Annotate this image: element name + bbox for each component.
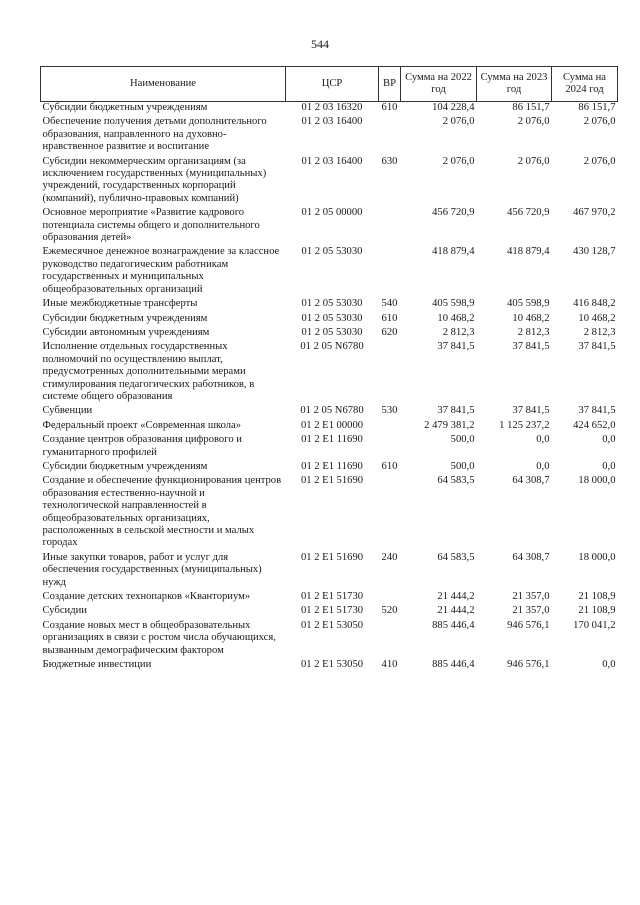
cell-y2023: 946 576,1 bbox=[507, 659, 550, 671]
table-row bbox=[41, 620, 618, 657]
cell-csr: 01 2 E1 11690 bbox=[301, 460, 363, 472]
table-row bbox=[41, 327, 618, 339]
cell-y2022: 37 841,5 bbox=[437, 405, 475, 417]
table-row bbox=[41, 420, 618, 432]
cell-csr: 01 2 03 16320 bbox=[301, 102, 363, 113]
cell-y2022: 500,0 bbox=[450, 434, 475, 446]
cell-name: Федеральный проект «Современная школа» bbox=[42, 419, 242, 431]
cell-name: Субсидии бюджетным учреждениям bbox=[42, 312, 208, 324]
cell-vr bbox=[379, 475, 401, 549]
cell-y2024: 18 000,0 bbox=[578, 475, 616, 487]
cell-csr: 01 2 05 N6780 bbox=[300, 405, 364, 417]
cell-y2023: 456 720,9 bbox=[507, 207, 550, 219]
table-body bbox=[41, 102, 618, 672]
table-row bbox=[41, 207, 618, 244]
cell-vr bbox=[379, 116, 401, 153]
cell-csr: 01 2 05 53030 bbox=[301, 298, 363, 310]
cell-vr: 610 bbox=[381, 460, 398, 472]
cell-y2024: 37 841,5 bbox=[578, 405, 616, 417]
cell-vr: 240 bbox=[381, 551, 398, 563]
cell-csr: 01 2 05 53030 bbox=[301, 246, 363, 258]
cell-y2024: 0,0 bbox=[602, 460, 616, 472]
header-sum-2023: Сумма на 2023 год bbox=[477, 67, 552, 102]
header-sum-2022: Сумма на 2022 год bbox=[401, 67, 477, 102]
table-row bbox=[41, 405, 618, 417]
cell-y2024: 0,0 bbox=[602, 434, 616, 446]
cell-csr: 01 2 E1 53050 bbox=[300, 619, 364, 631]
cell-y2022: 64 583,5 bbox=[437, 551, 475, 563]
cell-csr: 01 2 E1 51730 bbox=[300, 591, 364, 603]
cell-name: Основное мероприятие «Развитие кадрового потенциала системы общего и дополнительного образования детей» bbox=[42, 207, 260, 244]
cell-vr: 610 bbox=[381, 102, 398, 113]
cell-y2024: 18 000,0 bbox=[578, 551, 616, 563]
cell-y2024: 21 108,9 bbox=[578, 591, 616, 603]
cell-y2023: 1 125 237,2 bbox=[499, 419, 550, 431]
budget-table bbox=[40, 66, 618, 671]
cell-csr: 01 2 E1 51690 bbox=[300, 475, 364, 487]
cell-vr: 540 bbox=[381, 298, 398, 310]
cell-y2023: 0,0 bbox=[536, 460, 550, 472]
cell-y2022: 885 446,4 bbox=[432, 619, 475, 631]
cell-y2022: 405 598,9 bbox=[432, 298, 475, 310]
cell-vr bbox=[379, 434, 401, 459]
cell-y2023: 37 841,5 bbox=[512, 341, 550, 353]
cell-y2024: 86 151,7 bbox=[578, 102, 616, 113]
header-name: Наименование bbox=[41, 67, 286, 102]
cell-csr: 01 2 E1 51730 bbox=[300, 605, 364, 617]
table-row bbox=[41, 156, 618, 206]
page-number: 544 bbox=[311, 37, 329, 51]
cell-vr: 520 bbox=[381, 605, 398, 617]
table-row bbox=[41, 116, 618, 153]
cell-vr: 610 bbox=[381, 312, 398, 324]
cell-name: Субсидии бюджетным учреждениям bbox=[42, 102, 208, 113]
cell-y2024: 37 841,5 bbox=[578, 341, 616, 353]
cell-y2024: 2 812,3 bbox=[583, 326, 616, 338]
cell-name: Иные закупки товаров, работ и услуг для обеспечения государственных (муниципальных) нужд bbox=[42, 551, 262, 588]
table-row bbox=[41, 298, 618, 310]
cell-y2022: 104 228,4 bbox=[432, 102, 475, 113]
cell-vr bbox=[379, 246, 401, 296]
cell-y2022: 500,0 bbox=[450, 460, 475, 472]
table-row bbox=[41, 313, 618, 325]
cell-y2024: 416 848,2 bbox=[573, 298, 616, 310]
cell-csr: 01 2 E1 51690 bbox=[300, 551, 364, 563]
cell-y2022: 37 841,5 bbox=[437, 341, 475, 353]
cell-y2023: 946 576,1 bbox=[507, 619, 550, 631]
table-row bbox=[41, 659, 618, 671]
cell-y2023: 64 308,7 bbox=[512, 551, 550, 563]
table-row bbox=[41, 591, 618, 603]
cell-name: Ежемесячное денежное вознаграждение за классное руководство педагогическим работникам государственных и муниципальных общеобразовательных организаций bbox=[42, 246, 280, 295]
cell-y2023: 37 841,5 bbox=[512, 405, 550, 417]
cell-vr bbox=[379, 207, 401, 244]
cell-y2023: 21 357,0 bbox=[512, 591, 550, 603]
cell-y2022: 10 468,2 bbox=[437, 312, 475, 324]
table-row bbox=[41, 341, 618, 403]
cell-name: Субвенции bbox=[42, 405, 93, 417]
cell-y2023: 10 468,2 bbox=[512, 312, 550, 324]
table-row bbox=[41, 605, 618, 617]
cell-vr: 530 bbox=[381, 405, 398, 417]
cell-y2022: 456 720,9 bbox=[432, 207, 475, 219]
table-header-row bbox=[41, 67, 618, 102]
cell-name: Субсидии автономным учреждениям bbox=[42, 326, 210, 338]
cell-csr: 01 2 05 53030 bbox=[301, 326, 363, 338]
cell-name: Исполнение отдельных государственных полномочий по осуществлению выплат, предусмотренных дополнительными мерами стимулирования педагогических работников, в системе общего образования bbox=[42, 341, 255, 402]
cell-y2023: 2 076,0 bbox=[517, 155, 550, 167]
cell-y2024: 430 128,7 bbox=[573, 246, 616, 258]
cell-name: Бюджетные инвестиции bbox=[42, 659, 152, 671]
cell-y2024: 10 468,2 bbox=[578, 312, 616, 324]
cell-csr: 01 2 03 16400 bbox=[301, 155, 363, 167]
cell-name: Создание новых мест в общеобразовательных организациях в связи с ростом числа обучающихся, вызванным демографическим фактором bbox=[42, 619, 276, 656]
cell-y2024: 21 108,9 bbox=[578, 605, 616, 617]
cell-name: Создание центров образования цифрового и гуманитарного профилей bbox=[42, 434, 242, 458]
cell-y2022: 2 076,0 bbox=[442, 116, 475, 128]
table-row bbox=[41, 434, 618, 459]
table-row bbox=[41, 246, 618, 296]
cell-vr bbox=[379, 420, 401, 432]
cell-csr: 01 2 E1 00000 bbox=[300, 419, 364, 431]
cell-vr: 410 bbox=[381, 659, 398, 671]
cell-name: Обеспечение получения детьми дополнительного образования, направленного на духовно-нравственное развитие и воспитание bbox=[42, 116, 267, 153]
cell-y2023: 405 598,9 bbox=[507, 298, 550, 310]
cell-y2024: 2 076,0 bbox=[583, 116, 616, 128]
cell-y2024: 467 970,2 bbox=[573, 207, 616, 219]
cell-y2022: 21 444,2 bbox=[437, 591, 475, 603]
cell-name: Субсидии бюджетным учреждениям bbox=[42, 460, 208, 472]
cell-y2023: 86 151,7 bbox=[512, 102, 550, 113]
cell-y2022: 21 444,2 bbox=[437, 605, 475, 617]
cell-y2024: 2 076,0 bbox=[583, 155, 616, 167]
table-row bbox=[41, 475, 618, 549]
cell-name: Иные межбюджетные трансферты bbox=[42, 298, 198, 310]
cell-vr: 620 bbox=[381, 326, 398, 338]
cell-y2022: 418 879,4 bbox=[432, 246, 475, 258]
table-row bbox=[41, 552, 618, 589]
cell-y2024: 170 041,2 bbox=[573, 619, 616, 631]
cell-csr: 01 2 03 16400 bbox=[301, 116, 363, 128]
cell-name: Создание и обеспечение функционирования центров образования естественно-научной и технологической направленностей в общеобразовательных организациях, расположенных в сельской местности и малых городах bbox=[42, 475, 282, 549]
cell-vr bbox=[379, 341, 401, 403]
cell-y2024: 0,0 bbox=[602, 659, 616, 671]
cell-vr bbox=[379, 620, 401, 657]
cell-name: Субсидии некоммерческим организациям (за исключением государственных (муниципальных) учреждений, государственных корпораций (компаний), публично-правовых компаний) bbox=[42, 155, 267, 204]
cell-y2022: 2 812,3 bbox=[442, 326, 475, 338]
cell-y2022: 885 446,4 bbox=[432, 659, 475, 671]
header-vr: ВР bbox=[379, 67, 401, 102]
cell-name: Субсидии bbox=[42, 605, 87, 617]
cell-y2024: 424 652,0 bbox=[573, 419, 616, 431]
header-csr: ЦСР bbox=[286, 67, 379, 102]
cell-vr bbox=[379, 591, 401, 603]
table-row bbox=[41, 102, 618, 115]
cell-y2022: 64 583,5 bbox=[437, 475, 475, 487]
cell-y2023: 64 308,7 bbox=[512, 475, 550, 487]
table-row bbox=[41, 461, 618, 473]
cell-y2023: 2 076,0 bbox=[517, 116, 550, 128]
cell-csr: 01 2 05 53030 bbox=[301, 312, 363, 324]
header-sum-2024: Сумма на 2024 год bbox=[552, 67, 618, 102]
cell-y2023: 0,0 bbox=[536, 434, 550, 446]
cell-name: Создание детских технопарков «Кванториум» bbox=[42, 591, 251, 603]
cell-y2022: 2 479 381,2 bbox=[424, 419, 475, 431]
cell-y2023: 418 879,4 bbox=[507, 246, 550, 258]
cell-y2022: 2 076,0 bbox=[442, 155, 475, 167]
cell-csr: 01 2 E1 11690 bbox=[301, 434, 363, 446]
cell-csr: 01 2 05 00000 bbox=[301, 207, 363, 219]
cell-y2023: 2 812,3 bbox=[517, 326, 550, 338]
cell-vr: 630 bbox=[381, 155, 398, 167]
cell-y2023: 21 357,0 bbox=[512, 605, 550, 617]
cell-csr: 01 2 E1 53050 bbox=[300, 659, 364, 671]
cell-csr: 01 2 05 N6780 bbox=[300, 341, 364, 353]
